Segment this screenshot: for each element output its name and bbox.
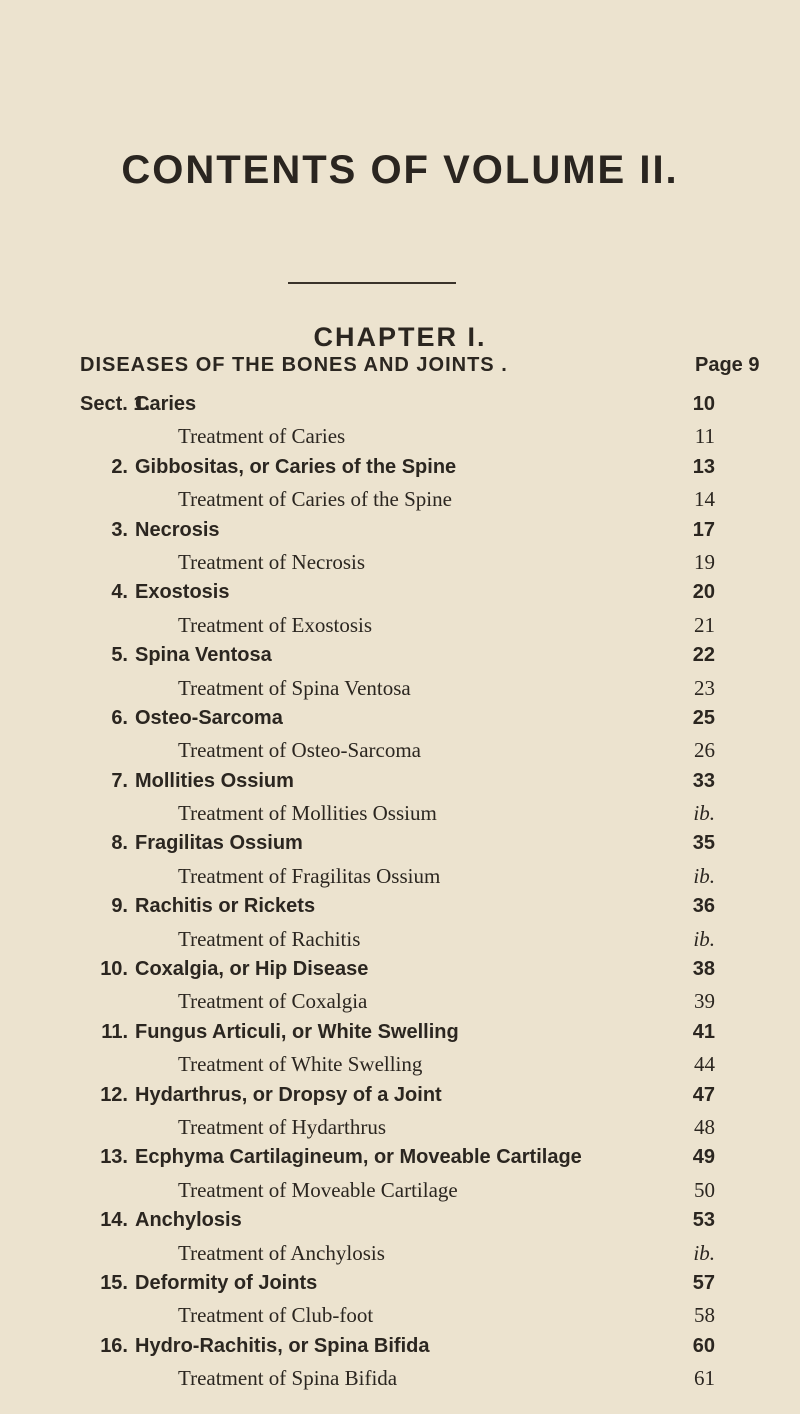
entry-page: 38 — [692, 958, 715, 981]
entry-title: Treatment of Exostosis — [178, 612, 373, 637]
entry-number: 9. — [111, 895, 128, 918]
entry-page: 25 — [692, 706, 715, 729]
entry-page: 47 — [692, 1083, 715, 1106]
toc-subentry[interactable] — [0, 983, 800, 1014]
entry-title: Anchylosis — [135, 1209, 242, 1232]
entry-number: 3. — [111, 518, 128, 541]
entry-title: Treatment of Fragilitas Ossium — [178, 863, 441, 888]
entry-title: Treatment of Osteo-Sarcoma — [178, 738, 421, 763]
entry-title: Coxalgia, or Hip Disease — [135, 958, 369, 981]
entry-title: Hydarthrus, or Dropsy of a Joint — [135, 1083, 442, 1106]
toc-entry[interactable] — [0, 826, 800, 857]
entry-page: 10 — [692, 393, 715, 415]
entry-title: Treatment of Caries — [178, 424, 346, 449]
entry-page: 58 — [694, 1303, 715, 1328]
toc-entry[interactable] — [0, 575, 800, 606]
document-title: CONTENTS OF VOLUME II. — [121, 148, 679, 192]
entry-page: 49 — [692, 1146, 715, 1169]
section-heading: DISEASES OF THE BONES AND JOINTS . — [80, 354, 508, 376]
toc-entry[interactable] — [0, 387, 800, 418]
entry-title: Ecphyma Cartilagineum, or Moveable Cartilage — [135, 1146, 582, 1169]
toc-subentry[interactable] — [0, 1172, 800, 1203]
toc-subentry[interactable] — [0, 921, 800, 952]
entry-page: 36 — [692, 895, 715, 918]
entry-page: 14 — [694, 487, 715, 512]
entry-title: Treatment of Moveable Cartilage — [178, 1177, 458, 1202]
entry-number: 11. — [101, 1020, 128, 1043]
toc-subentry[interactable] — [0, 1297, 800, 1328]
entry-page: ib. — [693, 863, 715, 888]
entry-title: Mollities Ossium — [135, 769, 294, 792]
toc-entry[interactable] — [0, 889, 800, 920]
entry-page: ib. — [693, 926, 715, 951]
entry-title: Treatment of Rachitis — [178, 926, 361, 951]
entry-number: 2. — [111, 455, 128, 478]
entry-page: ib. — [693, 1240, 715, 1265]
entry-page: 26 — [694, 738, 715, 763]
toc-subentry[interactable] — [0, 481, 800, 512]
toc-subentry[interactable] — [0, 544, 800, 575]
entry-title: Fragilitas Ossium — [135, 832, 303, 855]
entry-title: Necrosis — [135, 518, 220, 541]
entry-title: Treatment of Spina Ventosa — [178, 675, 411, 700]
entry-number: 14. — [100, 1209, 128, 1232]
entry-title: Treatment of Hydarthrus — [178, 1114, 387, 1139]
title-rule — [288, 282, 456, 284]
chapter-heading: CHAPTER I. — [313, 322, 487, 352]
entry-page: 13 — [692, 455, 715, 478]
toc-subentry[interactable] — [0, 418, 800, 449]
entry-title: Hydro-Rachitis, or Spina Bifida — [135, 1334, 430, 1357]
entry-page: 17 — [692, 518, 715, 541]
entry-page: 41 — [692, 1020, 715, 1043]
entry-title: Osteo-Sarcoma — [135, 706, 283, 729]
toc-subentry[interactable] — [0, 607, 800, 638]
entry-page: 33 — [692, 769, 715, 792]
toc-entry[interactable] — [0, 1203, 800, 1234]
entry-number: 16. — [100, 1334, 128, 1357]
toc-subentry[interactable] — [0, 858, 800, 889]
entry-number: 4. — [111, 581, 128, 604]
entry-title: Treatment of Caries of the Spine — [178, 487, 452, 512]
toc-entry[interactable] — [0, 1329, 800, 1360]
contents-list — [0, 387, 800, 1392]
entry-page: 19 — [694, 549, 715, 574]
entry-title: Gibbositas, or Caries of the Spine — [135, 455, 457, 478]
entry-page: ib. — [693, 801, 715, 826]
entry-title: Treatment of Coxalgia — [178, 989, 368, 1014]
entry-number: 15. — [100, 1271, 128, 1294]
toc-subentry[interactable] — [0, 1235, 800, 1266]
entry-title: Treatment of White Swelling — [178, 1052, 423, 1077]
entry-page: 48 — [694, 1114, 715, 1139]
entry-number: 8. — [111, 832, 128, 855]
toc-subentry[interactable] — [0, 1109, 800, 1140]
entry-number: 10. — [100, 958, 128, 981]
toc-subentry[interactable] — [0, 795, 800, 826]
toc-entry[interactable] — [0, 450, 800, 481]
toc-entry[interactable] — [0, 513, 800, 544]
entry-page: 39 — [694, 989, 715, 1014]
entry-number: 5. — [111, 644, 128, 667]
toc-entry[interactable] — [0, 638, 800, 669]
entry-title: Treatment of Mollities Ossium — [178, 801, 437, 826]
entry-page: 35 — [692, 832, 715, 855]
entry-page: 20 — [692, 581, 715, 604]
entry-title: Spina Ventosa — [135, 644, 272, 667]
toc-subentry[interactable] — [0, 670, 800, 701]
entry-number: 12. — [100, 1083, 128, 1106]
entry-title: Deformity of Joints — [135, 1271, 318, 1294]
entry-title: Treatment of Necrosis — [178, 549, 366, 574]
section-label: Sect. 1. — [80, 393, 151, 415]
entry-title: Exostosis — [135, 581, 230, 604]
toc-subentry[interactable] — [0, 732, 800, 763]
entry-page: 44 — [694, 1052, 715, 1077]
toc-subentry[interactable] — [0, 1046, 800, 1077]
entry-page: 22 — [692, 644, 715, 667]
entry-page: 11 — [694, 424, 715, 449]
toc-entry[interactable] — [0, 764, 800, 795]
entry-title: Treatment of Spina Bifida — [178, 1366, 398, 1391]
entry-title: Treatment of Anchylosis — [178, 1240, 385, 1265]
entry-page: 57 — [692, 1271, 715, 1294]
entry-page: 50 — [694, 1177, 715, 1202]
toc-entry[interactable] — [0, 1266, 800, 1297]
toc-entry[interactable] — [0, 1015, 800, 1046]
toc-subentry[interactable] — [0, 1360, 800, 1391]
entry-title: Rachitis or Rickets — [135, 895, 316, 918]
entry-page: 61 — [694, 1366, 715, 1391]
entry-page: 60 — [692, 1334, 715, 1357]
toc-entry[interactable] — [0, 1140, 800, 1171]
entry-title: Caries — [135, 393, 197, 415]
entry-page: 23 — [694, 675, 715, 700]
entry-number: 7. — [111, 769, 128, 792]
section-page: Page 9 — [695, 354, 760, 376]
entry-page: 21 — [694, 612, 715, 637]
entry-number: 13. — [100, 1146, 128, 1169]
entry-title: Treatment of Club-foot — [178, 1303, 374, 1328]
entry-title: Fungus Articuli, or White Swelling — [135, 1020, 459, 1043]
entry-page: 53 — [692, 1209, 715, 1232]
toc-entry[interactable] — [0, 701, 800, 732]
toc-entry[interactable] — [0, 1078, 800, 1109]
entry-number: 6. — [111, 706, 128, 729]
toc-entry[interactable] — [0, 952, 800, 983]
